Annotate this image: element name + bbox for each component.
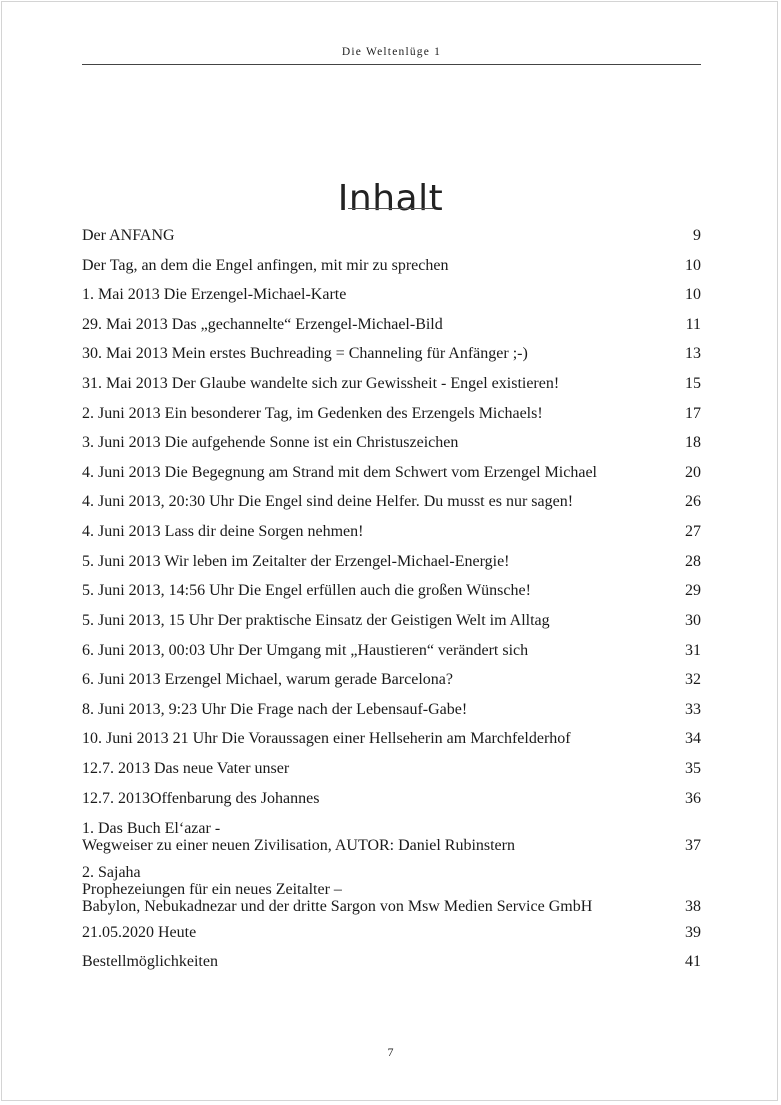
toc-entry-title-line: 2. Sajaha [82, 863, 141, 881]
toc-entry[interactable] [82, 523, 701, 540]
toc-entry-title-line: 6. Juni 2013 Erzengel Michael, warum gerade Barcelona? [82, 671, 453, 689]
toc-entry[interactable] [82, 405, 701, 422]
toc-entry-page-number: 28 [685, 552, 701, 570]
toc-entry-title-line: 31. Mai 2013 Der Glaube wandelte sich zur Gewissheit - Engel existieren! [82, 375, 560, 393]
toc-entry-title [82, 701, 661, 718]
toc-entry-title [82, 405, 661, 422]
toc-entry-title [82, 375, 661, 392]
toc-entry-title-line: 5. Juni 2013, 15 Uhr Der praktische Einsatz der Geistigen Welt im Alltag [82, 611, 550, 629]
toc-entry-title [82, 760, 661, 777]
toc-entry-page-number: 34 [685, 730, 701, 748]
toc-entry[interactable] [82, 434, 701, 451]
toc-entry[interactable] [82, 730, 701, 747]
toc-entry[interactable] [82, 227, 701, 244]
book-page [1, 1, 778, 1101]
toc-entry[interactable] [82, 582, 701, 599]
toc-entry-title-line: 8. Juni 2013, 9:23 Uhr Die Frage nach der Lebensauf-Gabe! [82, 700, 468, 718]
toc-entry-title [82, 924, 661, 941]
page-number: 7 [387, 1045, 394, 1059]
toc-entry-title-line: Der Tag, an dem die Engel anfingen, mit mir zu sprechen [82, 256, 449, 274]
toc-entry-title [82, 790, 661, 807]
toc-entry-title [82, 434, 661, 451]
toc-entry-title [82, 671, 661, 688]
toc-entry[interactable] [82, 553, 701, 570]
toc-entry-title-line: 12.7. 2013 Das neue Vater unser [82, 759, 290, 777]
toc-entry-page-number: 13 [685, 345, 701, 363]
toc-entry-title-line: 5. Juni 2013, 14:56 Uhr Die Engel erfüllen auch die großen Wünsche! [82, 582, 531, 600]
toc-entry-title [82, 464, 661, 481]
toc-entry-title [82, 953, 661, 970]
toc-entry[interactable] [82, 953, 701, 970]
toc-entry-title [82, 493, 661, 510]
toc-entry-title-line: 2. Juni 2013 Ein besonderer Tag, im Gedenken des Erzengels Michaels! [82, 404, 543, 422]
toc-entry-page-number: 17 [685, 404, 701, 422]
toc-entry[interactable] [82, 375, 701, 392]
toc-entry[interactable] [82, 612, 701, 629]
toc-entry-title [82, 227, 661, 244]
toc-entry[interactable] [82, 642, 701, 659]
toc-entry-title-line: 21.05.2020 Heute [82, 923, 197, 941]
page-title: Inhalt [337, 178, 444, 220]
toc-entry-page-number: 26 [685, 493, 701, 511]
toc-entry-title [82, 864, 661, 915]
toc-entry-page-number: 27 [685, 523, 701, 541]
toc-entry-page-number: 31 [685, 641, 701, 659]
toc-entry-page-number: 11 [685, 315, 701, 333]
toc-entry[interactable] [82, 864, 701, 915]
toc-entry-page-number: 39 [685, 923, 701, 941]
toc-entry-page-number: 36 [685, 789, 701, 807]
table-of-contents [82, 227, 701, 970]
toc-entry-title-line: Bestellmöglichkeiten [82, 953, 218, 971]
toc-entry-page-number: 20 [685, 463, 701, 481]
toc-entry[interactable] [82, 671, 701, 688]
toc-entry-title [82, 345, 661, 362]
toc-entry[interactable] [82, 493, 701, 510]
toc-entry[interactable] [82, 286, 701, 303]
toc-entry-page-number: 30 [685, 611, 701, 629]
toc-entry-title-line: 29. Mai 2013 Das „gechannelte“ Erzengel-Michael-Bild [82, 315, 443, 333]
toc-entry[interactable] [82, 790, 701, 807]
toc-entry-title-line: Babylon, Nebukadnezar und der dritte Sargon von Msw Medien Service GmbH [82, 897, 593, 915]
toc-entry-page-number: 41 [685, 953, 701, 971]
toc-entry-title-line: 5. Juni 2013 Wir leben im Zeitalter der Erzengel-Michael-Energie! [82, 552, 510, 570]
toc-entry-title-line: 3. Juni 2013 Die aufgehende Sonne ist ein Christuszeichen [82, 434, 459, 452]
toc-entry-title-line: 4. Juni 2013, 20:30 Uhr Die Engel sind deine Helfer. Du musst es nur sagen! [82, 493, 574, 511]
toc-entry[interactable] [82, 464, 701, 481]
toc-entry[interactable] [82, 924, 701, 941]
toc-entry-title-line: 10. Juni 2013 21 Uhr Die Voraussagen einer Hellseherin am Marchfelderhof [82, 730, 571, 748]
toc-entry-title [82, 642, 661, 659]
running-title: Die Weltenlüge 1 [341, 46, 442, 58]
toc-entry-title [82, 582, 661, 599]
toc-entry-title-line: 6. Juni 2013, 00:03 Uhr Der Umgang mit „Haustieren“ verändert sich [82, 641, 529, 659]
toc-entry-page-number: 37 [685, 836, 701, 854]
toc-entry[interactable] [82, 316, 701, 333]
toc-entry-page-number: 38 [685, 897, 701, 915]
toc-entry-title [82, 612, 661, 629]
toc-entry-title-line: Wegweiser zu einer neuen Zivilisation, AUTOR: Daniel Rubinstern [82, 836, 515, 854]
toc-entry[interactable] [82, 701, 701, 718]
toc-entry-title [82, 820, 661, 854]
toc-entry-title-line: 12.7. 2013Offenbarung des Johannes [82, 789, 320, 807]
toc-entry-page-number: 15 [685, 375, 701, 393]
toc-entry-title-line: 30. Mai 2013 Mein erstes Buchreading = Channeling für Anfänger ;-) [82, 345, 528, 363]
toc-entry-page-number: 33 [685, 700, 701, 718]
toc-entry-page-number: 29 [685, 582, 701, 600]
toc-entry-title [82, 286, 661, 303]
header-divider [82, 64, 701, 65]
toc-entry-title-line: Prophezeiungen für ein neues Zeitalter – [82, 880, 342, 898]
toc-entry-title-line: 4. Juni 2013 Lass dir deine Sorgen nehmen! [82, 523, 364, 541]
toc-entry-page-number: 32 [685, 671, 701, 689]
toc-entry[interactable] [82, 760, 701, 777]
toc-entry-page-number: 10 [685, 256, 701, 274]
title-underline [348, 208, 434, 209]
toc-entry-title [82, 523, 661, 540]
toc-entry-page-number: 10 [685, 286, 701, 304]
toc-entry[interactable] [82, 345, 701, 362]
toc-entry-title [82, 730, 661, 747]
toc-entry[interactable] [82, 820, 701, 854]
toc-entry-title [82, 316, 661, 333]
toc-entry-title-line: 4. Juni 2013 Die Begegnung am Strand mit dem Schwert vom Erzengel Michael [82, 463, 597, 481]
toc-entry-page-number: 9 [693, 227, 701, 244]
toc-entry-title-line: 1. Das Buch El‘azar - [82, 819, 221, 837]
toc-entry-page-number: 18 [685, 434, 701, 452]
toc-entry-title-line: Der ANFANG [82, 227, 175, 244]
toc-entry-page-number: 35 [685, 759, 701, 777]
toc-entry[interactable] [82, 257, 701, 274]
toc-entry-title-line: 1. Mai 2013 Die Erzengel-Michael-Karte [82, 286, 347, 304]
toc-entry-title [82, 257, 661, 274]
toc-entry-title [82, 553, 661, 570]
